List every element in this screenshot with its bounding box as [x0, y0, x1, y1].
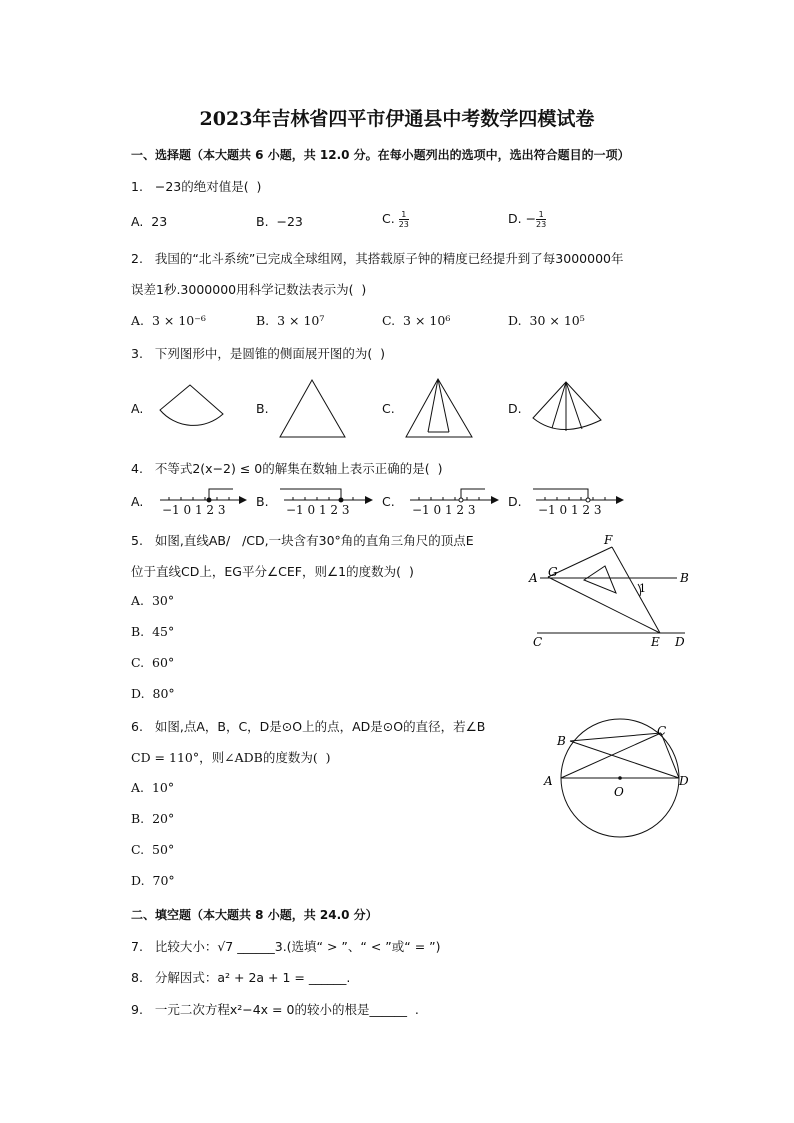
- q5-option-b: B. 45°: [131, 624, 175, 639]
- q5-option-c: C. 60°: [131, 655, 175, 670]
- q1-option-a: A. 23: [131, 214, 168, 229]
- q5-label-f: F: [604, 533, 613, 547]
- q3-option-d: D.: [508, 401, 522, 416]
- q6-option-d: D. 70°: [131, 873, 175, 888]
- q6-label-b: B: [557, 734, 566, 748]
- q6-label-o: O: [614, 785, 624, 799]
- question-8: 8. 分解因式：a² + 2a + 1 = ______.: [131, 970, 351, 985]
- q1-option-c: C. $\frac{1}{23}$: [382, 210, 409, 229]
- question-6-line2: CD = 110°，则∠ADB的度数为( ): [131, 750, 331, 765]
- q4-option-c: C.: [382, 494, 395, 509]
- question-3-stem: 3. 下列图形中，是圆锥的侧面展开图的为( ): [131, 346, 386, 361]
- q5-label-e: E: [651, 635, 660, 649]
- q5-option-d: D. 80°: [131, 686, 175, 701]
- q5-label-b: B: [680, 571, 689, 585]
- q1-option-b: B. −23: [256, 214, 303, 229]
- page-title: 2023年吉林省四平市伊通县中考数学四模试卷: [199, 108, 595, 130]
- question-4-stem: 4. 不等式2(x−2) ≤ 0的解集在数轴上表示正确的是( ): [131, 461, 443, 476]
- question-6-line1: 6. 如图,点A，B，C，D是⊙O上的点，AD是⊙O的直径，若∠B: [131, 719, 486, 734]
- q4-option-d: D.: [508, 494, 522, 509]
- q5-option-a: A. 30°: [131, 593, 175, 608]
- question-1-stem: 1. −23的绝对值是( ): [131, 179, 262, 194]
- q5-label-c: C: [533, 635, 543, 649]
- q5-label-a: A: [529, 571, 538, 585]
- question-9: 9. 一元二次方程x²−4x = 0的较小的根是______ .: [131, 1002, 419, 1017]
- q5-label-d: D: [675, 635, 685, 649]
- question-2-line2: 误差1秒.3000000用科学记数法表示为( ): [131, 282, 367, 297]
- q5-label-angle-1: 1: [639, 582, 646, 595]
- question-5-line1: 5. 如图,直线AB/ /CD,一块含有30°角的直角三角尺的顶点E: [131, 533, 474, 548]
- q5-label-g: G: [548, 565, 558, 579]
- q2-option-d: D. 30 × 10⁵: [508, 313, 585, 328]
- q6-option-b: B. 20°: [131, 811, 175, 826]
- question-2-line1: 2. 我国的“北斗系统”已完成全球组网，其搭载原子钟的精度已经提升到了每3000000年: [131, 251, 624, 266]
- q6-option-a: A. 10°: [131, 780, 175, 795]
- q3-option-c: C.: [382, 401, 395, 416]
- q6-label-d: D: [679, 774, 689, 788]
- q3-option-a: A.: [131, 401, 144, 416]
- q2-option-a: A. 3 × 10⁻⁶: [131, 313, 206, 328]
- q1-option-d: D. − $\frac{1}{23}$: [508, 210, 547, 229]
- q6-option-c: C. 50°: [131, 842, 175, 857]
- q4-d-tick-labels: −1 0 1 2 3: [538, 503, 602, 517]
- question-7: 7. 比较大小：√7 ______3.(选填“ > ”、“ < ”或“ = ”): [131, 939, 441, 954]
- q2-option-b: B. 3 × 10⁷: [256, 313, 325, 328]
- q4-b-tick-labels: −1 0 1 2 3: [286, 503, 350, 517]
- q1-d-fraction: $\frac{1}{23}$: [536, 210, 547, 229]
- section-fill-heading: 二、填空题（本大题共 8 小题，共 24.0 分）: [131, 908, 378, 922]
- section-choice-heading: 一、选择题（本大题共 6 小题，共 12.0 分。在每小题列出的选项中，选出符合题目的一项）: [131, 148, 630, 162]
- q4-c-tick-labels: −1 0 1 2 3: [412, 503, 476, 517]
- question-5-line2: 位于直线CD上，EG平分∠CEF，则∠1的度数为( ): [131, 564, 414, 579]
- q1-c-fraction: $\frac{1}{23}$: [398, 210, 409, 229]
- q6-label-a: A: [544, 774, 553, 788]
- q2-option-c: C. 3 × 10⁶: [382, 313, 451, 328]
- q4-option-b: B.: [256, 494, 269, 509]
- q3-option-b: B.: [256, 401, 269, 416]
- q4-a-tick-labels: −1 0 1 2 3: [162, 503, 226, 517]
- q4-option-a: A.: [131, 494, 144, 509]
- q6-label-c: C: [657, 724, 667, 738]
